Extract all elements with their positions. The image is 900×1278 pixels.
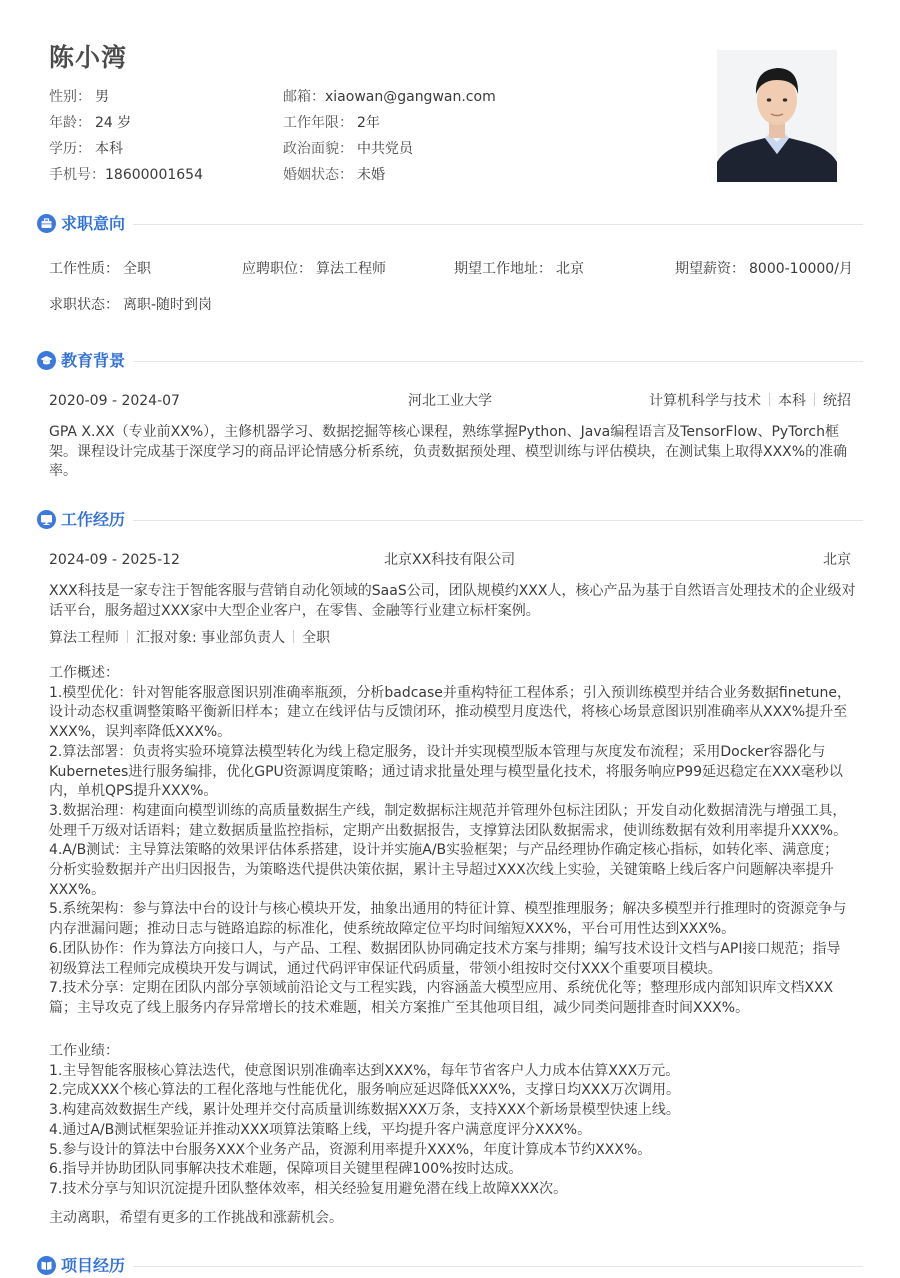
candidate-name: 陈小湾 [49,43,128,72]
overview-title: 工作概述： [49,665,119,681]
intention-position: 应聘职位： 算法工程师 [242,261,386,277]
section-work [37,508,863,532]
graduation-cap-icon [37,351,56,370]
work-report-to: 汇报对象: 事业部负责人 [136,630,286,646]
education-row: 学历： 本科 [49,141,123,157]
section-divider [133,520,863,521]
politics-row: 政治面貌： 中共党员 [283,141,413,157]
briefcase-icon [37,214,56,233]
education-description: GPA X.XX（专业前XX%），主修机器学习、数据挖掘等核心课程，熟练掌握Python、Java编程语言及TensorFlow、PyTorch框 架。课程设计完成基于深度学习的商品评论情感分析系统，负责数据预处理、模型训练与评估模块，在测试集上取得XXX%的准确 率。 [49,424,848,480]
intention-status: 求职状态： 离职-随时到岗 [49,297,213,313]
age-row: 年龄： 24 岁 [49,115,132,131]
intention-location: 期望工作地址： 北京 [454,261,584,277]
education-school: 河北工业大学 [408,393,492,409]
book-icon [37,1256,56,1275]
education-details [649,391,851,411]
work-overview: 工作概述： 1.模型优化：针对智能客服意图识别准确率瓶颈，分析badcase并重构特征工程体系；引入预训练模型并结合业务数据finetune， 设计动态权重调整策略平衡新旧样本；建立在线评估与反馈闭环，推动模型月度迭代，将核心场景意图识别准确率从XXX%提升至 XXX%，误判率降低XXX%。 2.算法部署：负责将实验环境算法模型转化为线上稳定服务，设计并实现模型版本管理与灰度发布流程；采用Docker容器化与 Kubernetes进行服务编排，优化GPU资源调度策略；通过请求批量处理与模型量化技术，将服务响应P99延迟稳定在XXX毫秒以 内，单机QPS提升XXX%。 3.数据治理：构建面向模型训练的高质量数据生产线，制定数据标注规范并管理外包标注团队；开发自动化数据清洗与增强工具， 处理千万级对话语料；建立数据质量监控指标，定期产出数据报告，支撑算法团队数据需求，使训练数据有效利用率提升XXX%。 4.A/B测试：主导算法策略的效果评估体系搭建，设计并实施A/B实验框架；与产品经理协作确定核心指标，如转化率、满意度； 分析实验数据并产出归因报告，为策略迭代提供决策依据，累计主导超过XXX次线上实验，关键策略上线后客户问题解决率提升 XXX%。 5.系统架构：参与算法中台的设计与核心模块开发，抽象出通用的特征计算、模型推理服务；解决多模型并行推理时的资源竞争与 内存泄漏问题；推动日志与链路追踪的标准化，使系统故障定位平均时间缩短XXX%，平台可用性达到XXX%。 6.团队协作：作为算法方向接口人，与产品、工程、数据团队协同确定技术方案与排期；编写技术设计文档与API接口规范；指导 初级算法工程师完成模块开发与调试，通过代码评审保证代码质量，带领小组按时交付XXX个重要项目模块。 7.技术分享：定期在团队内部分享领域前沿论文与工程实践，内容涵盖大模型应用、系统优化等；整理形成内部知识库文档XXX 篇；主导攻克了线上服务内存异常增长的技术难题，相关方案推广至其他项目组，减少同类问题排查时间XXX%。 [49,664,855,1019]
education-degree: 本科 [778,393,806,409]
work-city: 北京 [823,552,851,568]
company-description: XXX科技是一家专注于智能客服与营销自动化领域的SaaS公司，团队规模约XXX人，核心产品为基于自然语言处理技术的企业级对 话平台，服务超过XXX家中大型企业客户，在零售、金融等行业建立标杆案例。 [49,583,856,619]
gender-value: 男 [95,89,109,105]
education-value: 本科 [95,141,123,157]
achievement-title: 工作业绩： [49,1043,119,1059]
section-divider [133,224,863,225]
age-value: 24 岁 [95,115,132,131]
education-period: 2020-09 - 2024-07 [49,393,180,409]
work-achievements: 工作业绩： 1.主导智能客服核心算法迭代，使意图识别准确率达到XXX%，每年节省客户人力成本估算XXX万元。 2.完成XXX个核心算法的工程化落地与性能优化，服务响应延迟降低XXX%，支撑日均XXX万次调用。 3.构建高效数据生产线，累计处理并交付高质量训练数据XXX万条，支持XXX个新场景模型快速上线。 4.通过A/B测试框架验证并推动XXX项算法策略上线，平均提升客户满意度评分XXX%。 5.参与设计的算法中台服务XXX个业务产品，资源利用率提升XXX%，年度计算成本节约XXX%。 6.指导并协助团队同事解决技术难题，保障项目关键里程碑100%按时达成。 7.技术分享与知识沉淀提升团队整体效率，相关经验复用避免潜在线上故障XXX次。 [49,1042,855,1200]
years-row: 工作年限： 2年 [283,115,380,131]
work-period: 2024-09 - 2025-12 [49,552,180,568]
section-title: 工作经历 [61,510,126,529]
intention-salary: 期望薪资： 8000-10000/月 [675,261,853,277]
section-divider [133,361,863,362]
education-enrollment: 统招 [823,393,851,409]
work-role-line [49,628,330,648]
profile-photo [717,50,837,182]
marital-row: 婚姻状态： 未婚 [283,167,385,183]
separator [293,630,294,643]
work-job-type: 全职 [302,630,331,646]
education-major: 计算机科学与技术 [649,393,761,409]
work-role: 算法工程师 [49,630,119,646]
section-title: 项目经历 [61,1256,126,1275]
separator [127,630,128,643]
marital-value: 未婚 [357,167,385,183]
phone-value: 18600001654 [105,167,203,183]
separator [769,393,770,406]
years-value: 2年 [357,115,380,131]
monitor-icon [37,510,56,529]
section-title: 教育背景 [61,351,126,370]
intention-type: 工作性质： 全职 [49,261,151,277]
work-company: 北京XX科技有限公司 [384,552,516,568]
politics-value: 中共党员 [357,141,413,157]
leave-reason: 主动离职，希望有更多的工作挑战和涨薪机会。 [49,1210,343,1226]
email-value: xiaowan@gangwan.com [325,89,496,105]
phone-row: 手机号：18600001654 [49,167,203,183]
section-intention [37,212,863,236]
separator [814,393,815,406]
gender-row: 性别： 男 [49,89,109,105]
section-projects [37,1254,863,1278]
section-education [37,349,863,373]
email-row: 邮箱：xiaowan@gangwan.com [283,89,496,105]
section-title: 求职意向 [61,214,126,233]
section-divider [133,1266,863,1267]
